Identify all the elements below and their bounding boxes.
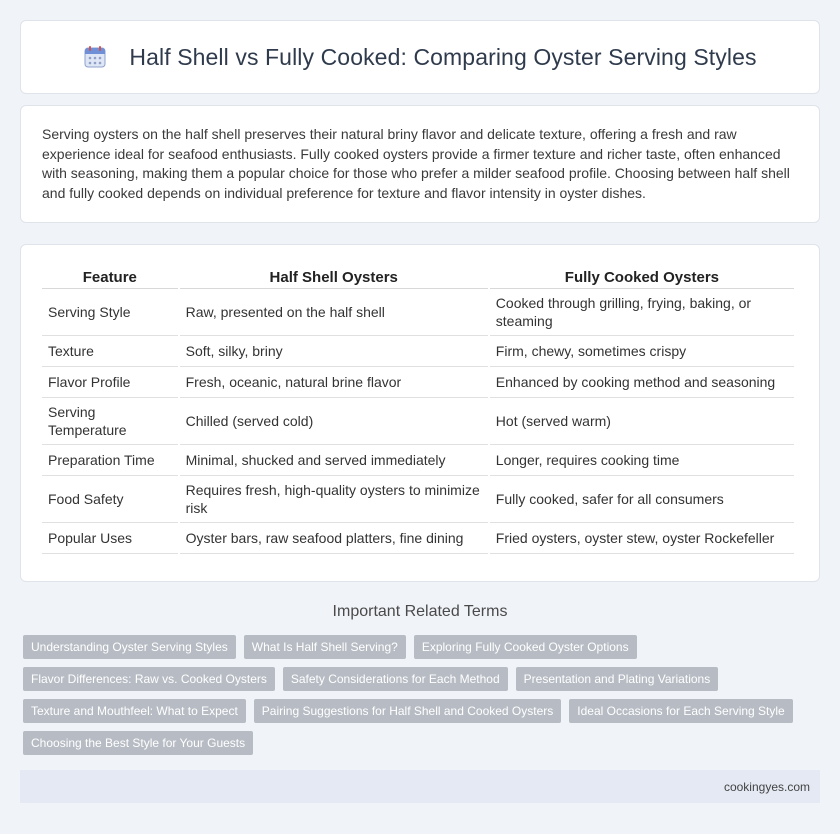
fully-cooked-cell: Hot (served warm) [490,398,794,445]
feature-cell: Flavor Profile [42,367,178,398]
table-row [42,476,794,523]
related-term-tag[interactable]: Choosing the Best Style for Your Guests [23,731,253,755]
calendar-icon [83,45,107,69]
header-feature: Feature [42,265,178,289]
fully-cooked-cell: Fried oysters, oyster stew, oyster Rockefeller [490,523,794,554]
feature-cell: Serving Style [42,289,178,336]
table-header-row [42,265,794,289]
half-shell-cell: Oyster bars, raw seafood platters, fine dining [180,523,488,554]
intro-paragraph: Serving oysters on the half shell preserves their natural briny flavor and delicate texture, offering a fresh and raw experience ideal for seafood enthusiasts. Fully cooked oysters provide a firmer texture and richer taste, often enhanced with seasoning, making them a popular choice for those who prefer a milder seafood profile. Choosing between half shell and fully cooked depends on individual preference for texture and flavor intensity in oyster dishes. [42,126,790,201]
header-fully-cooked: Fully Cooked Oysters [490,265,794,289]
fully-cooked-cell: Firm, chewy, sometimes crispy [490,336,794,367]
comparison-table [40,265,796,554]
feature-cell: Popular Uses [42,523,178,554]
feature-cell: Preparation Time [42,445,178,476]
related-term-tag[interactable]: Ideal Occasions for Each Serving Style [569,699,792,723]
table-row [42,289,794,336]
table-row [42,336,794,367]
half-shell-cell: Fresh, oceanic, natural brine flavor [180,367,488,398]
fully-cooked-cell: Cooked through grilling, frying, baking, or steaming [490,289,794,336]
related-term-tag[interactable]: Flavor Differences: Raw vs. Cooked Oysters [23,667,275,691]
half-shell-cell: Soft, silky, briny [180,336,488,367]
related-term-tag[interactable]: Exploring Fully Cooked Oyster Options [414,635,637,659]
tag-row [23,667,823,691]
half-shell-cell: Raw, presented on the half shell [180,289,488,336]
table-row [42,367,794,398]
related-term-tag[interactable]: Presentation and Plating Variations [516,667,719,691]
half-shell-cell: Requires fresh, high-quality oysters to minimize risk [180,476,488,523]
footer-site-link[interactable]: cookingyes.com [723,779,810,794]
feature-cell: Serving Temperature [42,398,178,445]
table-row [42,445,794,476]
related-term-tag[interactable]: Understanding Oyster Serving Styles [23,635,236,659]
half-shell-cell: Chilled (served cold) [180,398,488,445]
fully-cooked-cell: Fully cooked, safer for all consumers [490,476,794,523]
title-wrap [83,44,756,71]
page-title: Half Shell vs Fully Cooked: Comparing Oyster Serving Styles [129,43,757,70]
fully-cooked-cell: Longer, requires cooking time [490,445,794,476]
tag-row [23,635,823,659]
feature-cell: Food Safety [42,476,178,523]
half-shell-cell: Minimal, shucked and served immediately [180,445,488,476]
related-terms-title: Important Related Terms [332,603,508,620]
intro-card [20,105,820,223]
header-half-shell: Half Shell Oysters [180,265,488,289]
feature-cell: Texture [42,336,178,367]
footer [20,770,820,803]
fully-cooked-cell: Enhanced by cooking method and seasoning [490,367,794,398]
related-terms-tags [23,635,823,763]
table-row [42,398,794,445]
related-term-tag[interactable]: What Is Half Shell Serving? [244,635,406,659]
related-term-tag[interactable]: Pairing Suggestions for Half Shell and Cooked Oysters [254,699,562,723]
tag-row [23,731,823,755]
related-term-tag[interactable]: Texture and Mouthfeel: What to Expect [23,699,246,723]
tag-row [23,699,823,723]
table-row [42,523,794,554]
related-term-tag[interactable]: Safety Considerations for Each Method [283,667,508,691]
title-card [20,20,820,94]
comparison-table-card [20,244,820,582]
